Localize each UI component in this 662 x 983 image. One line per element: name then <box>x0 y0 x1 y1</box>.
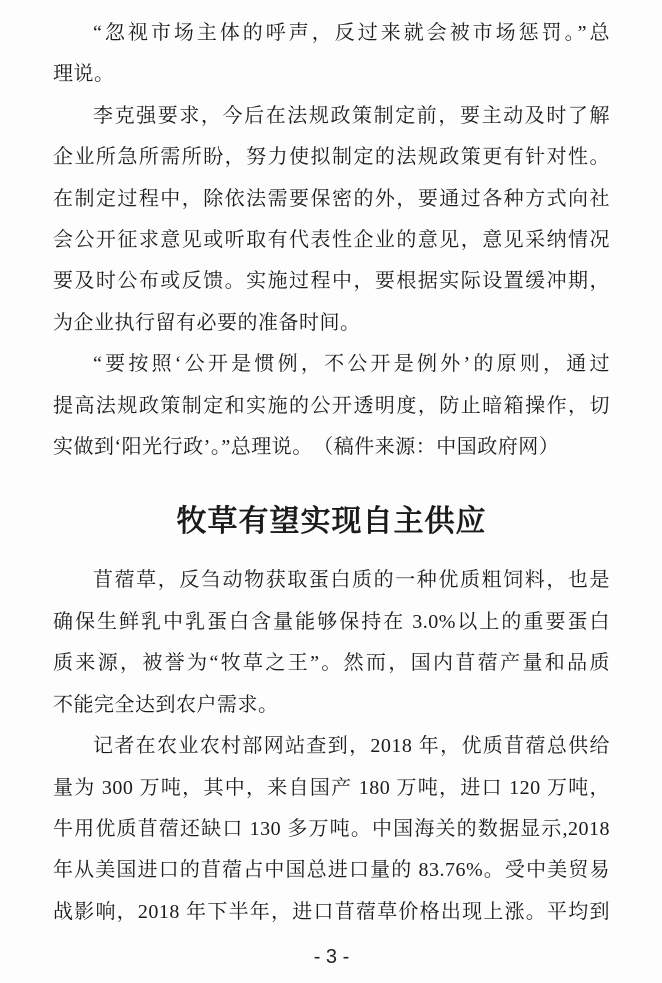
paragraph <box>53 13 610 96</box>
paragraph <box>53 344 610 468</box>
text-line-with-source-note: 实做到‘阳光行政’。”总理说。 （稿件来源：中国政府网） <box>53 436 560 459</box>
paragraph <box>53 96 610 344</box>
text-line: 提高法规政策制定和实施的公开透明度，防止暗箱操作，切 <box>53 394 610 417</box>
article-body <box>53 560 610 933</box>
text-line: 要及时公布或反馈。实施过程中，要根据实际设置缓冲期， <box>53 270 610 293</box>
text-line: 质来源，被誉为“牧草之王”。然而，国内苜蓿产量和品质 <box>53 652 610 675</box>
paragraph <box>53 560 610 726</box>
text-line: 在制定过程中，除依法需要保密的外，要通过各种方式向社 <box>53 187 610 210</box>
text-line: 不能完全达到农户需求。 <box>53 693 279 716</box>
text-line: 确保生鲜乳中乳蛋白含量能够保持在 3.0%以上的重要蛋白 <box>53 610 610 633</box>
text-line: “忽视市场主体的呼声，反过来就会被市场惩罚。”总 <box>93 22 610 44</box>
text-line: 会公开征求意见或听取有代表性企业的意见，意见采纳情况 <box>53 229 610 252</box>
text-line: 牛用优质苜蓿还缺口 130 多万吨。中国海关的数据显示,2018 <box>53 817 610 840</box>
text-line: 年从美国进口的苜蓿占中国总进口量的 83.76%。受中美贸易 <box>53 859 610 882</box>
paragraph <box>53 726 610 933</box>
page-number: - 3 - <box>313 946 350 969</box>
previous-article-body <box>53 13 610 468</box>
text-line: 记者在农业农村部网站查到，2018 年，优质苜蓿总供给 <box>93 735 610 758</box>
text-line: 苜蓿草，反刍动物获取蛋白质的一种优质粗饲料，也是 <box>93 569 610 592</box>
text-line: 战影响，2018 年下半年，进口苜蓿草价格出现上涨。平均到 <box>53 900 610 923</box>
text-line: 李克强要求，今后在法规政策制定前，要主动及时了解 <box>93 104 610 127</box>
text-line: “要按照‘公开是惯例，不公开是例外’的原则，通过 <box>93 353 610 376</box>
text-line: 量为 300 万吨，其中，来自国产 180 万吨，进口 120 万吨， <box>53 776 610 799</box>
text-line: 企业所急所需所盼，努力使拟制定的法规政策更有针对性。 <box>53 146 610 169</box>
article-title: 牧草有望实现自主供应 <box>176 505 487 539</box>
text-line: 为企业执行留有必要的准备时间。 <box>53 311 361 334</box>
text-line: 理说。 <box>53 63 115 86</box>
